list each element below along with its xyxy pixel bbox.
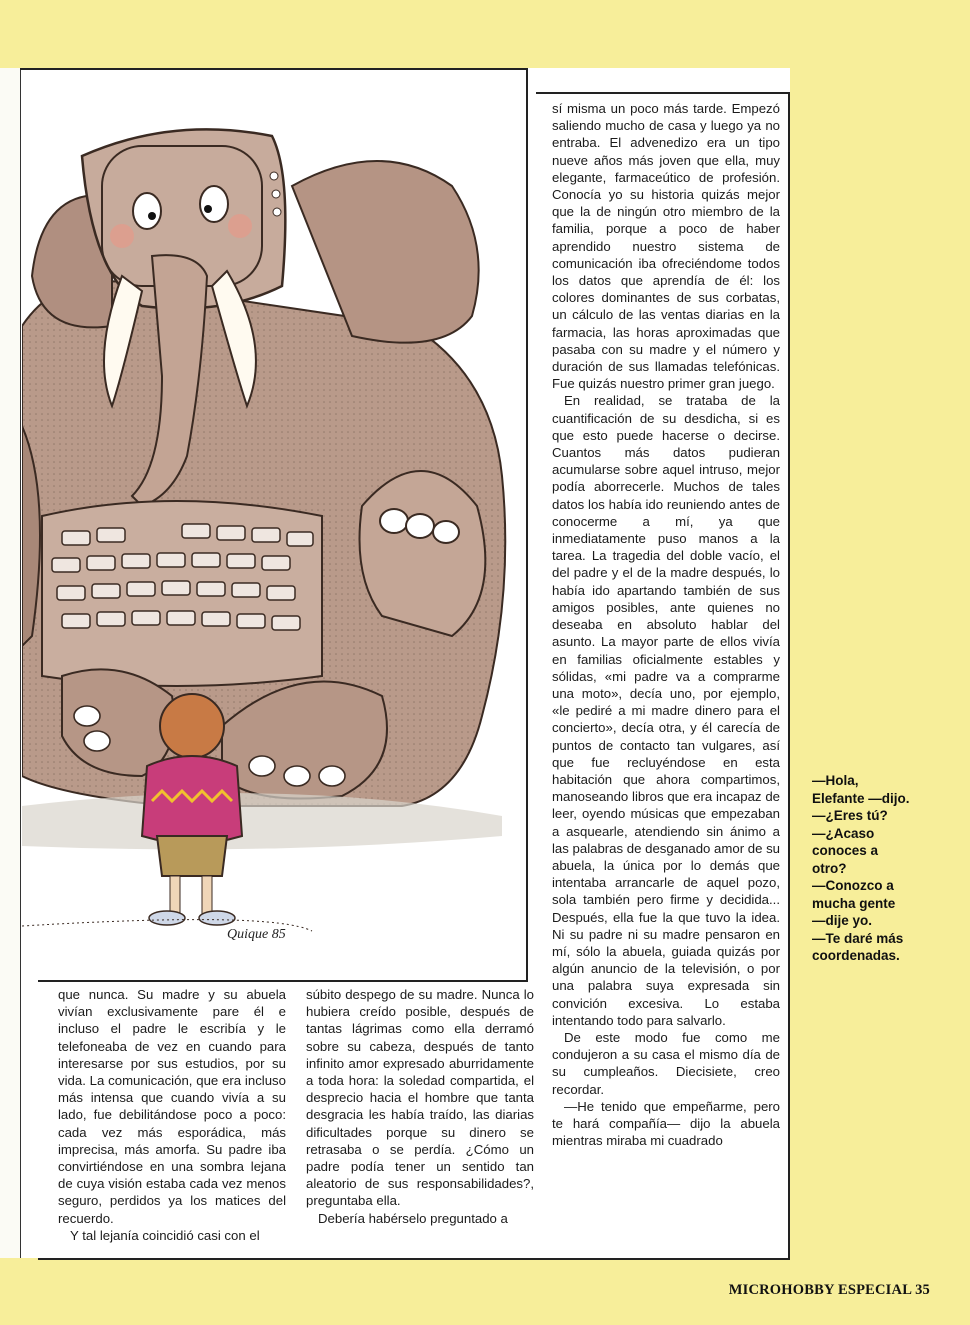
elephant-computer-illustration <box>22 76 525 976</box>
right-paragraph-4: —He tenido que empeñarme, pero te hará compañía— dijo la abuela mientras miraba mi cuadrado <box>552 1098 780 1149</box>
pull-quote-line: conoces a <box>812 843 879 858</box>
frame-rule-right <box>788 92 790 1260</box>
pull-quote-line: —Te daré más <box>812 930 904 946</box>
pull-quote-line: —Conozco a <box>812 878 894 893</box>
pull-quote-line: coordenadas. <box>812 948 900 963</box>
bottom-left-text-column <box>58 986 286 1248</box>
page-footer <box>690 1282 930 1299</box>
magazine-name: MICROHOBBY ESPECIAL <box>728 1282 912 1298</box>
artist-signature: Quique 85 <box>227 927 286 942</box>
frame-rule-middle <box>526 68 528 980</box>
pull-quote-line: —¿Acaso <box>812 825 875 841</box>
col-a-paragraph-2: Y tal lejanía coincidió casi con el <box>70 1227 260 1243</box>
right-paragraph-1: sí misma un poco más tarde. Empezó saliendo mucho de casa y luego ya no entraba. El advenedizo era un tipo nueve años más joven que ella, muy elegante, farmaceútico de profesión. Conocía yo su historia quizás mejor que la de ningún otro miembro de la familia, porque a poco de haber aprendido nuestro sistema de comunicación iba ofreciéndome todos los datos que aprendía de él: los colores dominantes de sus corbatas, un cálculo de las ventas diarias en la farmacia, las horas aproximadas que pasaba con su madre y el número y duración de sus llamadas telefónicas. Fue quizás nuestro primer gran juego. <box>552 101 780 392</box>
col-b-paragraph-2: Debería habérselo preguntado a <box>318 1210 508 1226</box>
pull-quote-line: otro? <box>812 860 847 876</box>
col-b-paragraph-1: súbito despego de su madre. Nunca lo hubiera creído posible, después de tantas lágrimas como ella derramó sobre su cabeza, después de tanto infinito amor expresado aburridamente a toda hora: la soledad compartida, el desprecio hacia el hombre que tanta desgracia les había traído, las diarias dificultades porque su dinero se retrasaba o se perdía. ¿Cómo un padre podía tener un sentido tan aleatorio de sus responsabilidades?, preguntaba ella. <box>306 987 534 1209</box>
right-paragraph-2: En realidad, se trataba de la cuantificación de su desdicha, si es que esto puede hacerse o decirse. Cuantos más datos pudieran acumularse sobre aquel intruso, mejor podía aborrecerle. Muchos de tales datos los había ido reuniendo antes de conocerme a mí, ya que inmediatamente puso manos a la tarea. La tragedia del doble vacío, el del padre y el de la madre después, lo había ido apartando también de sus amigos posibles, ante quienes no deseaba en absoluto hablar del asunto. La mayor parte de ellos vivía en familias oficialmente estables y sólidas, «mi padre va a comprarme una moto», decía uno, por ejemplo, «le pediré a mi madre dinero para el concierto», decía otra, y él carecía de puntos de contacto tan vulgares, así que fue recluyéndose en esta habitación que ahora compartimos, manoseando libros que era incapaz de leer, oyendo músicas que empezaban a asquearle, atendiendo sin ánimo a las palabras de desganado amor de su abuela, la única por lo demás que intentaba arrancarle de aquel pozo, sola también pero firme y decidida... Después, ella fue la que tuvo la idea. Ni su padre ni su madre pensaron en mí, sólo la abuela, guiada quizás por algún anuncio de la televisión, o por una palabra suya expresada sin convición excesiva. Lo estaba intentando todo para salvarlo. <box>552 393 780 1028</box>
right-paragraph-3: De este modo fue como me condujeron a su casa el mismo día de su cumpleaños. Diecisiete, creo recordar. <box>552 1029 780 1097</box>
right-text-column <box>552 100 780 1245</box>
pull-quote-line: Elefante —dijo. <box>812 790 910 806</box>
bottom-middle-text-column <box>306 986 534 1248</box>
col-a-paragraph-1: que nunca. Su madre y su abuela vivían exclusivamente pare él e incluso el padre le escribía y le telefoneaba de vez en cuando para interesarse por sus estudios, por su vida. La comunicación, que era incluso más intensa que cuando vivía a su lado, fue debilitándose poco a poco: cada vez más esporádica, más imprecisa, más amorfa. Su padre iba convirtiéndose en una sombra lejana de cuya visión estaba cada vez menos seguro, perdidos ya los matices del recuerdo. <box>58 987 286 1226</box>
pull-quote-line: —Hola, <box>812 773 859 788</box>
frame-rule-footer <box>38 1258 790 1260</box>
frame-rule-right-top <box>536 92 789 94</box>
page-number: 35 <box>915 1282 930 1298</box>
pull-quote-line: —dije yo. <box>812 913 873 928</box>
pull-quote-line: —¿Eres tú? <box>812 808 888 823</box>
frame-rule-top <box>20 68 526 70</box>
pull-quote-line: mucha gente <box>812 895 896 911</box>
frame-rule-bottom <box>38 980 528 982</box>
previous-page-edge <box>0 68 21 1258</box>
pull-quote <box>812 772 962 965</box>
